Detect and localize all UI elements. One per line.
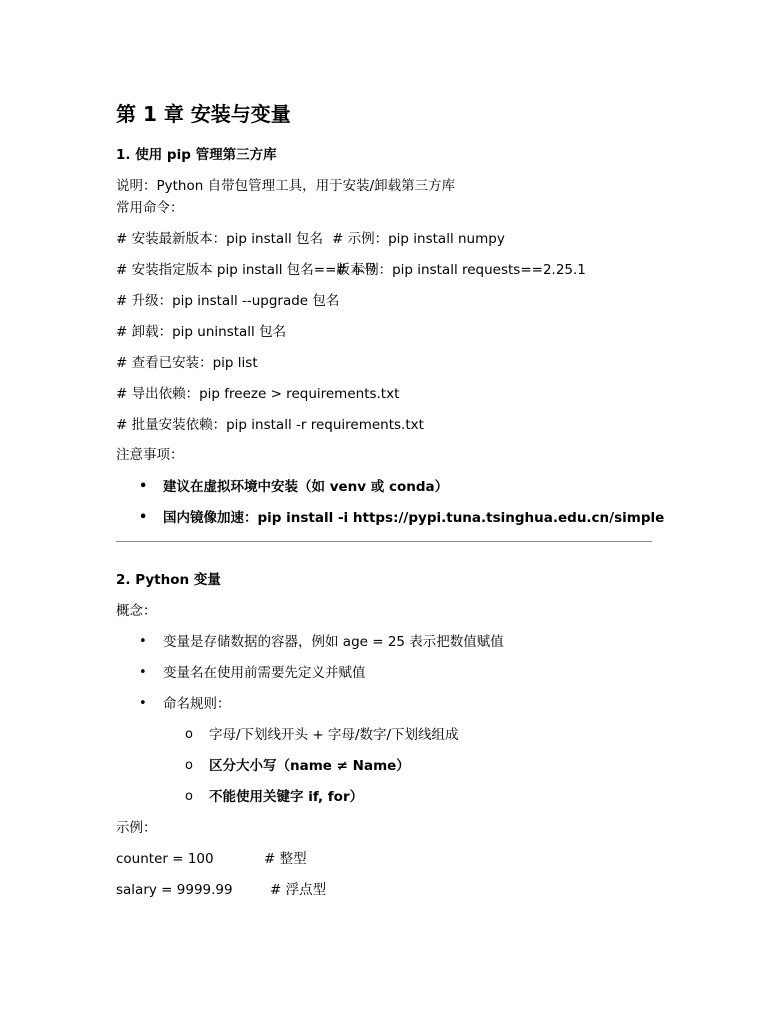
command-line: # 卸载：pip uninstall 包名 [116,324,287,340]
chapter-title: 第 1 章 安装与变量 [116,102,291,126]
circle-bullet-icon: o [185,789,193,804]
command-line: # 升级：pip install --upgrade 包名 [116,293,340,309]
bullet-icon: • [139,696,147,711]
code-text: salary = 9999.99 [116,882,233,898]
rule-text: 不能使用关键字 if, for） [209,789,364,805]
code-text: counter = 100 [116,851,214,867]
list-item [139,695,231,713]
command-text: # 安装指定版本 pip install 包名==版本号 [116,262,377,278]
code-comment: # 整型 [264,851,307,867]
section-1-heading: 1. 使用 pip 管理第三方库 [116,147,277,163]
sub-list-item [185,726,459,744]
concept-label: 概念： [116,603,157,619]
command-line: # 导出依赖：pip freeze > requirements.txt [116,386,400,402]
command-line [116,261,586,279]
section-2-heading: 2. Python 变量 [116,572,221,588]
bullet-icon: • [139,510,148,525]
commands-label: 常用命令： [116,200,184,216]
example-label: 示例： [116,820,157,836]
command-line: # 查看已安装：pip list [116,355,258,371]
code-comment: # 浮点型 [270,882,327,898]
sub-list-item [185,788,364,806]
rule-text: 区分大小写（name ≠ Name） [209,758,410,774]
command-line: # 批量安装依赖：pip install -r requirements.txt [116,417,424,433]
command-example: # 示例：pip install requests==2.25.1 [336,262,586,278]
bullet-icon: • [139,665,147,680]
circle-bullet-icon: o [185,758,193,773]
bullet-icon: • [139,479,148,494]
code-example-line [116,881,326,899]
list-item [139,664,366,682]
command-example: # 示例：pip install numpy [332,231,505,247]
command-text: # 安装最新版本：pip install 包名 [116,231,323,247]
concept-text: 变量名在使用前需要先定义并赋值 [163,665,366,681]
concept-text: 命名规则： [163,696,231,712]
command-line [116,230,505,248]
concept-text: 变量是存储数据的容器，例如 age = 25 表示把数值赋值 [163,634,504,650]
circle-bullet-icon: o [185,727,193,742]
sub-list-item [185,757,410,775]
code-example-line [116,850,307,868]
list-item [139,478,449,496]
list-item [139,633,504,651]
list-item [139,509,665,527]
note-text: 国内镜像加速：pip install -i https://pypi.tuna.tsinghua.edu.cn/simple [163,510,665,526]
rule-text: 字母/下划线开头 + 字母/数字/下划线组成 [209,727,459,743]
note-text: 建议在虚拟环境中安装（如 venv 或 conda） [163,479,449,495]
section-1-intro: 说明：Python 自带包管理工具，用于安装/卸载第三方库 [116,178,456,194]
bullet-icon: • [139,634,147,649]
notes-label: 注意事项： [116,447,184,463]
section-divider [116,541,652,542]
